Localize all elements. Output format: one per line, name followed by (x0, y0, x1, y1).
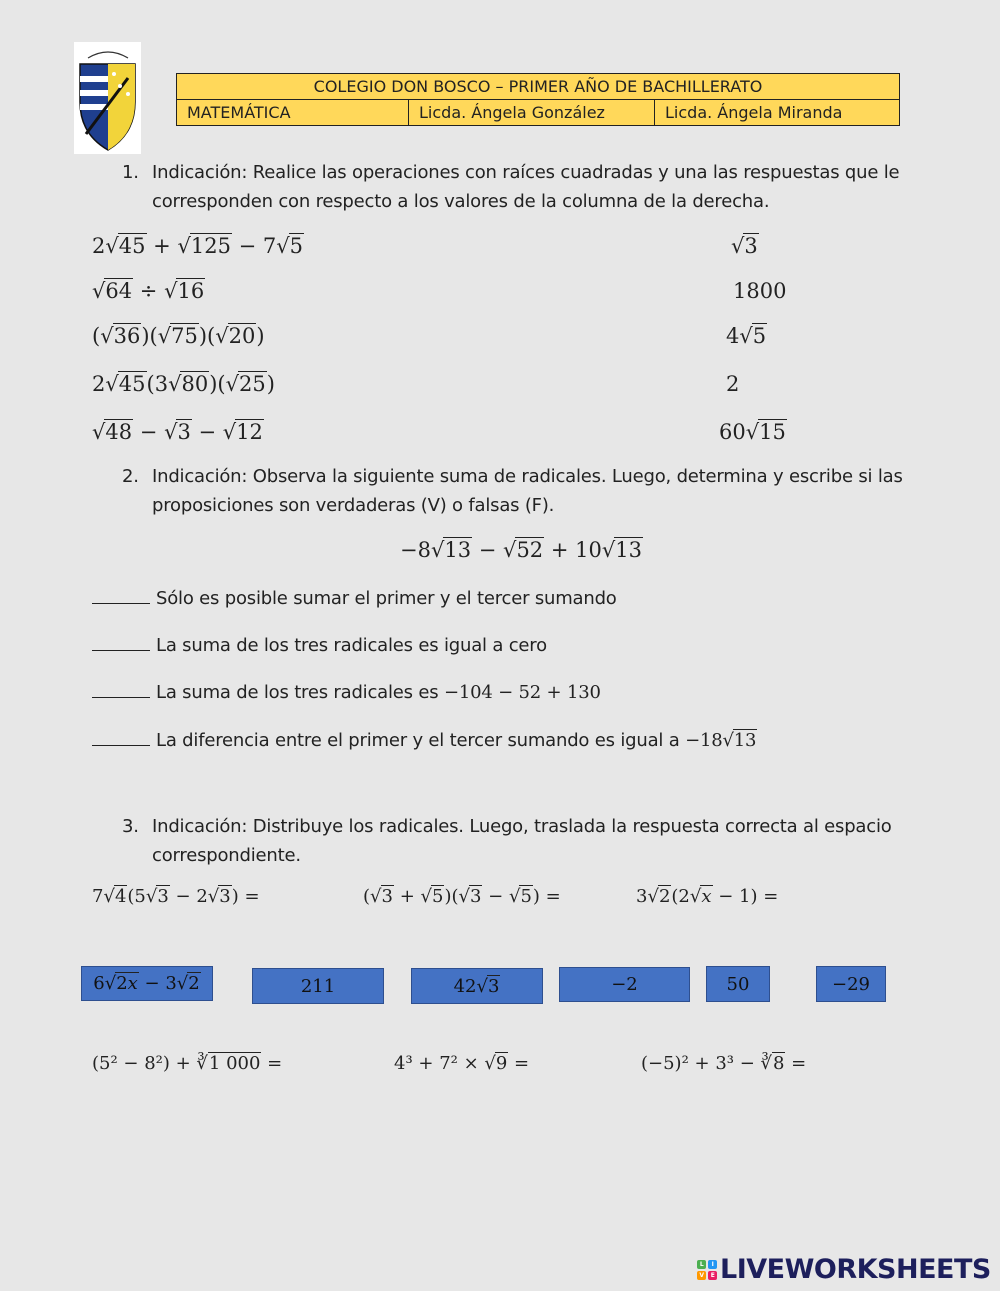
option-50[interactable]: 50 (706, 966, 770, 1002)
option-minus-2[interactable]: −2 (559, 967, 690, 1002)
section3-instruction-line1: Indicación: Distribuye los radicales. Luego, traslada la respuesta correcta al espacio (152, 816, 892, 837)
expression-5: √48 − √3 − √12 (92, 420, 263, 444)
expression-3: (√36)(√75)(√20) (92, 324, 265, 348)
section2-instruction-line1: Indicación: Observa la siguiente suma de radicales. Luego, determina y escribe si las (152, 466, 903, 487)
section1-instruction-line1: Indicación: Realice las operaciones con raíces cuadradas y una las respuestas que le (152, 162, 900, 183)
answer-blank-2[interactable] (92, 636, 150, 651)
expression-1: 2√45 + √125 − 7√5 (92, 234, 304, 258)
exercise-1: 7√4(5√3 − 2√3) = (92, 886, 260, 907)
radical-sum-expression: −8√13 − √52 + 10√13 (400, 538, 642, 562)
answer-3: 4√5 (726, 324, 767, 348)
answer-blank-1[interactable] (92, 589, 150, 604)
liveworksheets-icon: L I V E (697, 1260, 717, 1280)
exercise-3: 3√2(2√x − 1) = (636, 886, 779, 907)
answer-blank-4[interactable] (92, 731, 150, 746)
subject-cell: MATEMÁTICA (177, 100, 409, 125)
answer-1: √3 (731, 234, 758, 258)
liveworksheets-logo (697, 1254, 991, 1285)
brand-name: LIVEWORKSHEETS (720, 1254, 991, 1285)
answer-2: 1800 (733, 279, 787, 303)
option-211[interactable]: 211 (252, 968, 384, 1004)
section3-number: 3. (122, 816, 139, 837)
section1-instruction-line2: corresponden con respecto a los valores de la columna de la derecha. (152, 191, 770, 212)
expression-4: 2√45(3√80)(√25) (92, 372, 275, 396)
teacher1-cell: Licda. Ángela González (409, 100, 655, 125)
section1-number: 1. (122, 162, 139, 183)
expression-2: √64 ÷ √16 (92, 279, 205, 303)
statement-4: La diferencia entre el primer y el tercer sumando es igual a −18√13 (92, 730, 757, 751)
exercise-5: 4³ + 7² × √9 = (394, 1053, 530, 1074)
section2-instruction-line2: proposiciones son verdaderas (V) o falsas (F). (152, 495, 555, 516)
teacher2-cell: Licda. Ángela Miranda (665, 103, 843, 122)
option-42root3[interactable]: 42√3 (411, 968, 543, 1004)
statement-1: Sólo es posible sumar el primer y el tercer sumando (92, 588, 617, 609)
exercise-2: (√3 + √5)(√3 − √5) = (363, 886, 561, 907)
section3-instruction-line2: correspondiente. (152, 845, 301, 866)
school-logo (74, 42, 141, 154)
exercise-6: (−5)² + 3³ − ∛8 = (641, 1053, 807, 1074)
answer-5: 60√15 (719, 420, 786, 444)
header-table (176, 73, 900, 126)
exercise-4: (5² − 8²) + ∛1 000 = (92, 1053, 283, 1074)
school-title: COLEGIO DON BOSCO – PRIMER AÑO DE BACHILLERATO (177, 74, 899, 100)
option-6root2x-minus-3root2[interactable]: 6√2x − 3√2 (81, 966, 213, 1001)
answer-4: 2 (726, 372, 740, 396)
answer-blank-3[interactable] (92, 683, 150, 698)
statement-3: La suma de los tres radicales es −104 − 52 + 130 (92, 682, 601, 703)
statement-2: La suma de los tres radicales es igual a cero (92, 635, 547, 656)
option-minus-29[interactable]: −29 (816, 966, 886, 1002)
section2-number: 2. (122, 466, 139, 487)
